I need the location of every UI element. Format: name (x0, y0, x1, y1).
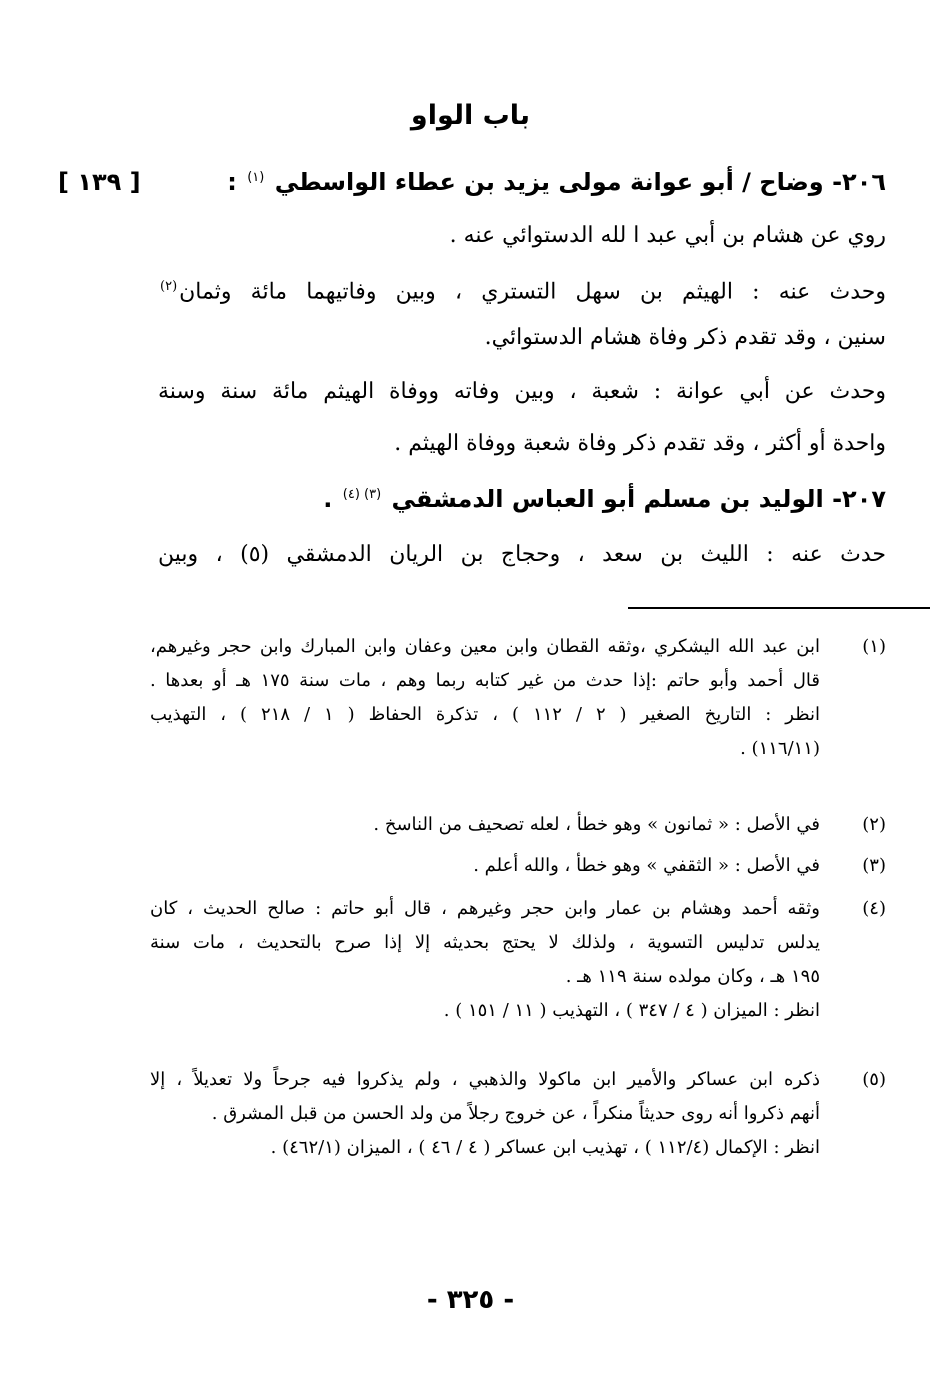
footnote-number: (٤) (862, 898, 886, 919)
footnote-number: (٢) (862, 814, 886, 835)
body-line: وحدث عن أبي عوانة : شعبة ، وبين وفاته ووفاة الهيثم مائة سنة وسنة (158, 379, 886, 404)
footnote-line: (١١٦/١١) . (740, 738, 820, 759)
footnote-line: أنهم ذكروا أنه روى حديثاً منكراً ، عن خروج رجلاً من ولد الحسن من قبل المشرق . (211, 1103, 820, 1124)
body-line-text: وحدث عنه : الهيثم بن سهل التستري ، وبين وفاتيهما مائة وثمان (179, 279, 886, 305)
footnote-line: ابن عبد الله اليشكري ،وثقه القطان وابن معين وعفان وابن المبارك وابن حجر وغيرهم، (150, 636, 820, 657)
footnote-line: وثقه أحمد وهشام بن عمار وابن حجر وغيرهم ، قال أبو حاتم : صالح الحديث ، كان (150, 898, 820, 919)
heading-punctuation: : (227, 168, 237, 196)
footnote-5 (150, 1063, 886, 1165)
footnote-2 (150, 808, 886, 842)
body-line: سنين ، وقد تقدم ذكر وفاة هشام الدستوائي. (484, 325, 886, 350)
footnote-number: (١) (862, 636, 886, 657)
footnote-ref: (١) (247, 170, 265, 185)
entry-heading-text: ٢٠٧- الوليد بن مسلم أبو العباس الدمشقي (391, 485, 886, 513)
entry-heading-text: ٢٠٦- وضاح / أبو عوانة مولى يزيد بن عطاء الواسطي (274, 168, 886, 196)
footnote-line: في الأصل : « ثمانون » وهو خطأ ، لعله تصحيف من الناسخ . (373, 814, 820, 835)
footnote-line: انظر : التاريخ الصغير ( ٢ / ١١٢ ) ، تذكرة الحفاظ ( ١ / ٢١٨ ) ، التهذيب (150, 704, 820, 725)
footnote-4 (150, 892, 886, 1028)
footnote-ref: (٣) (٤) (342, 487, 382, 502)
footnote-number: (٣) (862, 855, 886, 876)
footnote-line: قال أحمد وأبو حاتم :إذا حدث من غير كتابه ربما وهم ، مات سنة ١٧٥ هـ أو بعدها . (150, 670, 820, 691)
footnote-line: ١٩٥ هـ ، وكان مولده سنة ١١٩ هـ . (565, 966, 820, 987)
entry-heading-207 (323, 485, 886, 513)
footnote-line: انظر : الميزان ( ٤ / ٣٤٧ ) ، التهذيب ( ١١ / ١٥١ ) . (443, 1000, 820, 1021)
body-line: حدث عنه : الليث بن سعد ، وحجاج بن الريان الدمشقي (٥) ، وبين (158, 542, 886, 567)
footnote-separator (628, 607, 930, 609)
entry-heading-206 (227, 168, 886, 196)
footnote-3 (150, 849, 886, 883)
heading-punctuation: . (323, 485, 333, 513)
body-line: روي عن هشام بن أبي عبد ا لله الدستوائي عنه . (449, 223, 886, 248)
folio-marker: [ ١٣٩ ] (58, 168, 141, 196)
page-number: - ٣٢٥ - (426, 1285, 515, 1315)
footnote-line: انظر : الإكمال (١١٢/٤ ) ، تهذيب ابن عساكر ( ٤ / ٤٦ ) ، الميزان (٤٦٢/١) . (270, 1137, 820, 1158)
footnote-line: يدلس تدليس التسوية ، ولذلك لا يحتج بحديثه إلا إذا صرح بالتحديث ، مات سنة (150, 932, 820, 953)
footnote-line: في الأصل : « الثقفي » وهو خطأ ، والله أعلم . (473, 855, 820, 876)
footnote-ref: (٢) (160, 279, 178, 294)
body-line: واحدة أو أكثر ، وقد تقدم ذكر وفاة شعبة ووفاة الهيثم . (394, 431, 886, 456)
body-line (158, 267, 886, 312)
footnote-number: (٥) (862, 1069, 886, 1090)
chapter-title: باب الواو (410, 100, 531, 131)
footnote-line: ذكره ابن عساكر والأمير ابن ماكولا والذهبي ، ولم يذكروا فيه جرحاً ولا تعديلاً ، إلا (150, 1069, 820, 1090)
footnote-1 (150, 630, 886, 766)
